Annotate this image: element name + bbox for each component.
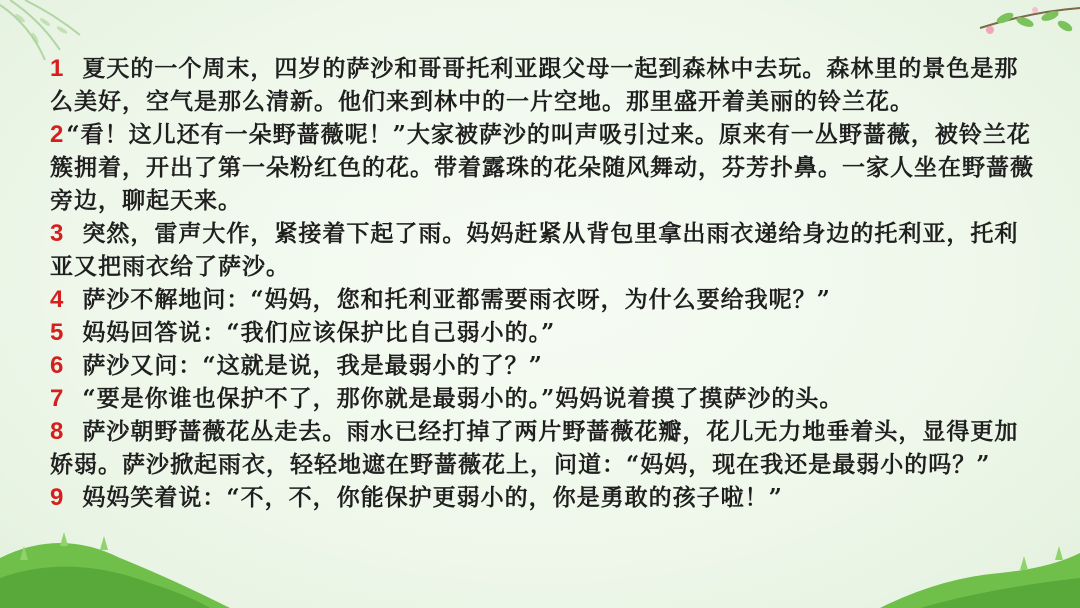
paragraph-number: 5 (50, 319, 65, 346)
paragraph-number: 8 (50, 418, 65, 445)
paragraph-7 (50, 382, 1040, 415)
paragraph-4 (50, 283, 1040, 316)
paragraph-number: 7 (50, 385, 65, 412)
paragraph-number: 1 (50, 55, 65, 82)
paragraph-1 (50, 52, 1040, 118)
paragraph-text: 妈妈回答说：“我们应该保护比自己弱小的。” (82, 319, 556, 346)
paragraph-text: 突然，雷声大作，紧接着下起了雨。妈妈赶紧从背包里拿出雨衣递给身边的托利亚，托利亚又把雨衣给了萨沙。 (50, 220, 1019, 280)
paragraph-number: 9 (50, 484, 65, 511)
story-text (50, 52, 1040, 514)
paragraph-6 (50, 349, 1040, 382)
paragraph-text: 萨沙又问：“这就是说，我是最弱小的了？” (82, 352, 543, 379)
paragraph-text: 夏天的一个周末，四岁的萨沙和哥哥托利亚跟父母一起到森林中去玩。森林里的景色是那么美好，空气是那么清新。他们来到林中的一片空地。那里盛开着美丽的铃兰花。 (50, 55, 1019, 115)
paragraph-9 (50, 481, 1040, 514)
paragraph-text: 妈妈笑着说：“不，不，你能保护更弱小的，你是勇敢的孩子啦！” (82, 484, 783, 511)
paragraph-number: 3 (50, 220, 65, 247)
paragraph-text: 萨沙朝野蔷薇花丛走去。雨水已经打掉了两片野蔷薇花瓣，花儿无力地垂着头，显得更加娇弱。萨沙掀起雨衣，轻轻地遮在野蔷薇花上，问道：“妈妈，现在我还是最弱小的吗？” (50, 418, 1019, 478)
paragraph-number: 2 (50, 121, 65, 148)
paragraph-number: 6 (50, 352, 65, 379)
paragraph-number: 4 (50, 286, 65, 313)
paragraph-5 (50, 316, 1040, 349)
paragraph-3 (50, 217, 1040, 283)
paragraph-text: 萨沙不解地问：“妈妈，您和托利亚都需要雨衣呀，为什么要给我呢？” (82, 286, 831, 313)
paragraph-text: “要是你谁也保护不了，那你就是最弱小的。”妈妈说着摸了摸萨沙的头。 (82, 385, 844, 412)
paragraph-2 (50, 118, 1040, 217)
paragraph-text: “看！这儿还有一朵野蔷薇呢！”大家被萨沙的叫声吸引过来。原来有一丛野蔷薇，被铃兰花簇拥着，开出了第一朵粉红色的花。带着露珠的花朵随风舞动，芬芳扑鼻。一家人坐在野蔷薇旁边，聊起天来。 (50, 121, 1034, 214)
paragraph-8 (50, 415, 1040, 481)
